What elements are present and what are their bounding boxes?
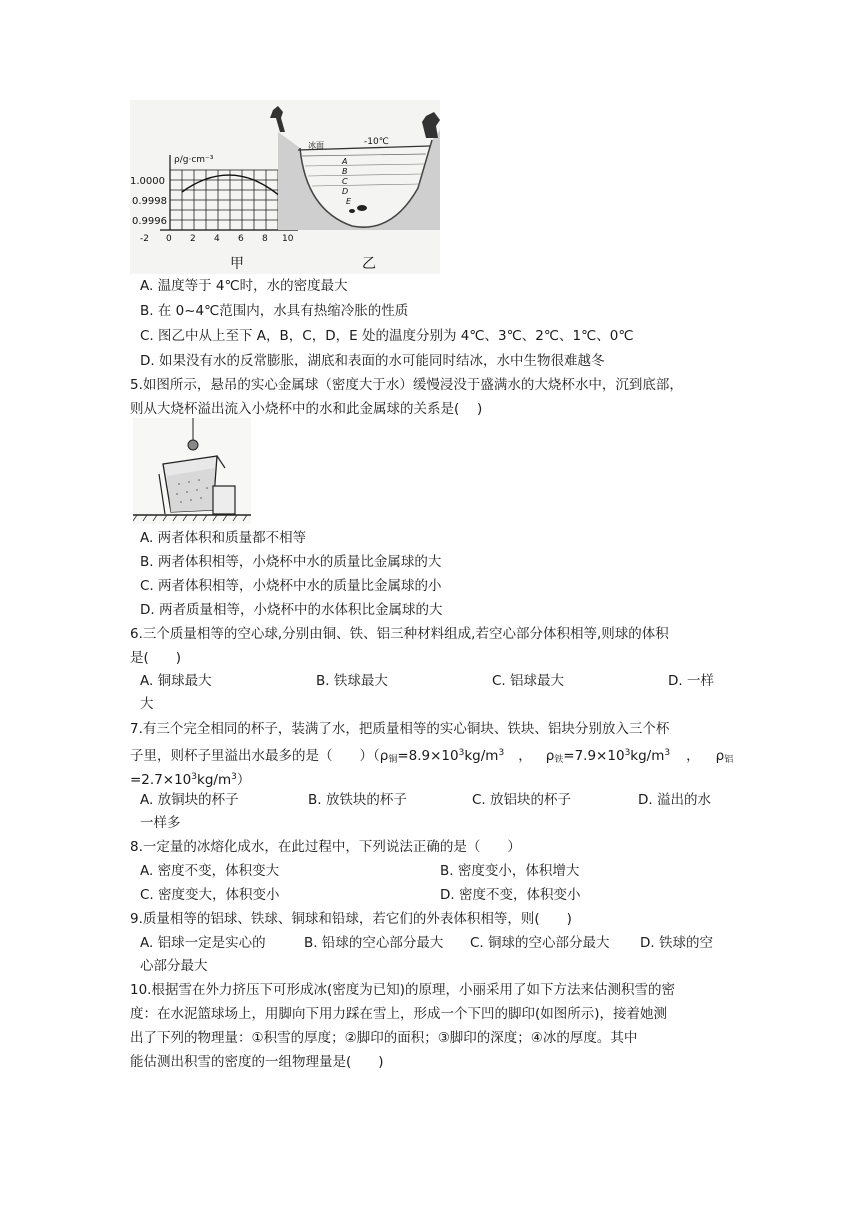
q7-option-c: C. 放铝块的杯子 bbox=[472, 792, 572, 808]
q8-options-row1 bbox=[140, 860, 730, 882]
q7-stem-line2: 子里，则杯子里溢出水最多的是（ ）（$\rho_铜=8.9\times 10^3kg/m^3$ ， $\rho_铁=7.9\times 10^3kg/m^3$ ， $\rho_铝$ bbox=[130, 748, 734, 765]
q6-option-d-wrap: 大 bbox=[140, 696, 154, 712]
q7-option-a: A. 放铜块的杯子 bbox=[140, 792, 239, 808]
q8-option-b: B. 密度变小，体积增大 bbox=[440, 863, 580, 879]
layer-label: A bbox=[342, 157, 348, 166]
q7-option-b: B. 放铁块的杯子 bbox=[308, 792, 407, 808]
x-tick-label: 0 bbox=[166, 234, 172, 244]
q8-options-row2 bbox=[140, 884, 730, 906]
q9-option-d: D. 铁球的空 bbox=[640, 935, 713, 951]
q9-stem: 9.质量相等的铝球、铁球、铜球和铅球，若它们的外表体积相等，则( ) bbox=[130, 911, 572, 927]
q4-option-c: C. 图乙中从上至下 A，B，C，D，E 处的温度分别为 4℃、3℃、2℃、1℃、0℃ bbox=[140, 328, 634, 344]
q10-stem-line1: 10.根据雪在外力挤压下可形成冰(密度为已知)的原理，小丽采用了如下方法来估测积雪的密 bbox=[130, 982, 676, 998]
q9-option-d-wrap: 心部分最大 bbox=[140, 958, 208, 974]
beaker-overflow-figure bbox=[133, 418, 251, 524]
q6-stem-line1: 6.三个质量相等的空心球,分别由铜、铁、铝三种材料组成,若空心部分体积相等,则球的体积 bbox=[130, 626, 669, 642]
q4-option-b: B. 在 0~4℃范围内，水具有热缩冷胀的性质 bbox=[140, 303, 409, 319]
x-tick-label: 4 bbox=[214, 234, 220, 244]
q4-option-d: D. 如果没有水的反常膨胀，湖底和表面的水可能同时结冰，水中生物很难越冬 bbox=[140, 353, 605, 369]
q6-option-b: B. 铁球最大 bbox=[316, 673, 388, 689]
x-tick-label: 6 bbox=[238, 234, 244, 244]
q5-option-d: D. 两者质量相等，小烧杯中的水体积比金属球的大 bbox=[140, 602, 443, 618]
q9-option-b: B. 铅球的空心部分最大 bbox=[304, 935, 444, 951]
metal-ball bbox=[188, 440, 198, 450]
q9-option-c: C. 铜球的空心部分最大 bbox=[470, 935, 610, 951]
density-lake-figure bbox=[130, 100, 440, 274]
q7-option-d-wrap: 一样多 bbox=[140, 815, 181, 831]
q6-options bbox=[140, 670, 730, 692]
x-tick-label: 8 bbox=[262, 234, 268, 244]
q10-stem-line2: 度：在水泥篮球场上，用脚向下用力踩在雪上，形成一个下凹的脚印(如图所示)，接着她测 bbox=[130, 1006, 668, 1022]
layer-label: D bbox=[342, 187, 349, 196]
q9-options bbox=[140, 932, 730, 954]
x-tick-label: 10 bbox=[282, 234, 294, 244]
layer-label: E bbox=[346, 197, 352, 206]
q7-stem-line1: 7.有三个完全相同的杯子，装满了水，把质量相等的实心铜块、铁块、铝块分别放入三个杯 bbox=[130, 721, 670, 737]
y-tick-label: 0.9996 bbox=[132, 216, 167, 227]
q6-option-a: A. 铜球最大 bbox=[140, 673, 212, 689]
q5-option-c: C. 两者体积相等，小烧杯中水的质量比金属球的小 bbox=[140, 578, 442, 594]
q9-option-a: A. 铝球一定是实心的 bbox=[140, 935, 266, 951]
q10-stem-line3: 出了下列的物理量：①积雪的厚度；②脚印的面积；③脚印的深度；④冰的厚度。其中 bbox=[130, 1030, 638, 1046]
q8-option-a: A. 密度不变，体积变大 bbox=[140, 863, 280, 879]
q8-stem: 8.一定量的冰熔化成水，在此过程中，下列说法正确的是（ ） bbox=[130, 839, 521, 855]
q5-stem-line1: 5.如图所示，悬吊的实心金属球（密度大于水）缓慢浸没于盛满水的大烧杯水中，沉到底部， bbox=[130, 377, 683, 393]
q7-options bbox=[140, 789, 730, 811]
q7-option-d: D. 溢出的水 bbox=[638, 792, 711, 808]
q10-stem-line4: 能估测出积雪的密度的一组物理量是( ) bbox=[130, 1054, 384, 1070]
layer-label: B bbox=[342, 167, 348, 176]
y-tick-label: 0.9998 bbox=[132, 196, 167, 207]
temperature-label: -10℃ bbox=[364, 137, 389, 147]
q5-stem-line2: 则从大烧杯溢出流入小烧杯中的水和此金属球的关系是( ) bbox=[130, 401, 483, 417]
q5-option-b: B. 两者体积相等，小烧杯中水的质量比金属球的大 bbox=[140, 554, 442, 570]
ice-label: 冰面 bbox=[308, 141, 324, 150]
fish-icon bbox=[357, 205, 367, 211]
q8-option-c: C. 密度变大，体积变小 bbox=[140, 887, 280, 903]
q6-stem-line2: 是( ) bbox=[130, 650, 182, 666]
figure-label-jia: 甲 bbox=[230, 256, 244, 272]
q4-option-a: A. 温度等于 4℃时，水的密度最大 bbox=[140, 278, 348, 294]
x-tick-label: -2 bbox=[140, 234, 149, 244]
q7-stem-prefix: 子里，则杯子里溢出水最多的是（ ）（ bbox=[130, 748, 380, 764]
q5-option-a: A. 两者体积和质量都不相等 bbox=[140, 530, 307, 546]
y-tick-label: 1.0000 bbox=[130, 176, 165, 187]
layer-label: C bbox=[342, 177, 348, 186]
y-unit-label: ρ/g·cm⁻³ bbox=[174, 155, 214, 165]
x-tick-label: 2 bbox=[190, 234, 196, 244]
fish-icon bbox=[349, 209, 355, 213]
figure-label-yi: 乙 bbox=[362, 256, 376, 272]
small-beaker bbox=[213, 486, 235, 514]
q6-option-d: D. 一样 bbox=[668, 673, 714, 689]
q8-option-d: D. 密度不变，体积变小 bbox=[440, 887, 581, 903]
q6-option-c: C. 铝球最大 bbox=[492, 673, 565, 689]
q7-stem-line3: $=2.7\times 10^3kg/m^3$） bbox=[130, 772, 251, 788]
